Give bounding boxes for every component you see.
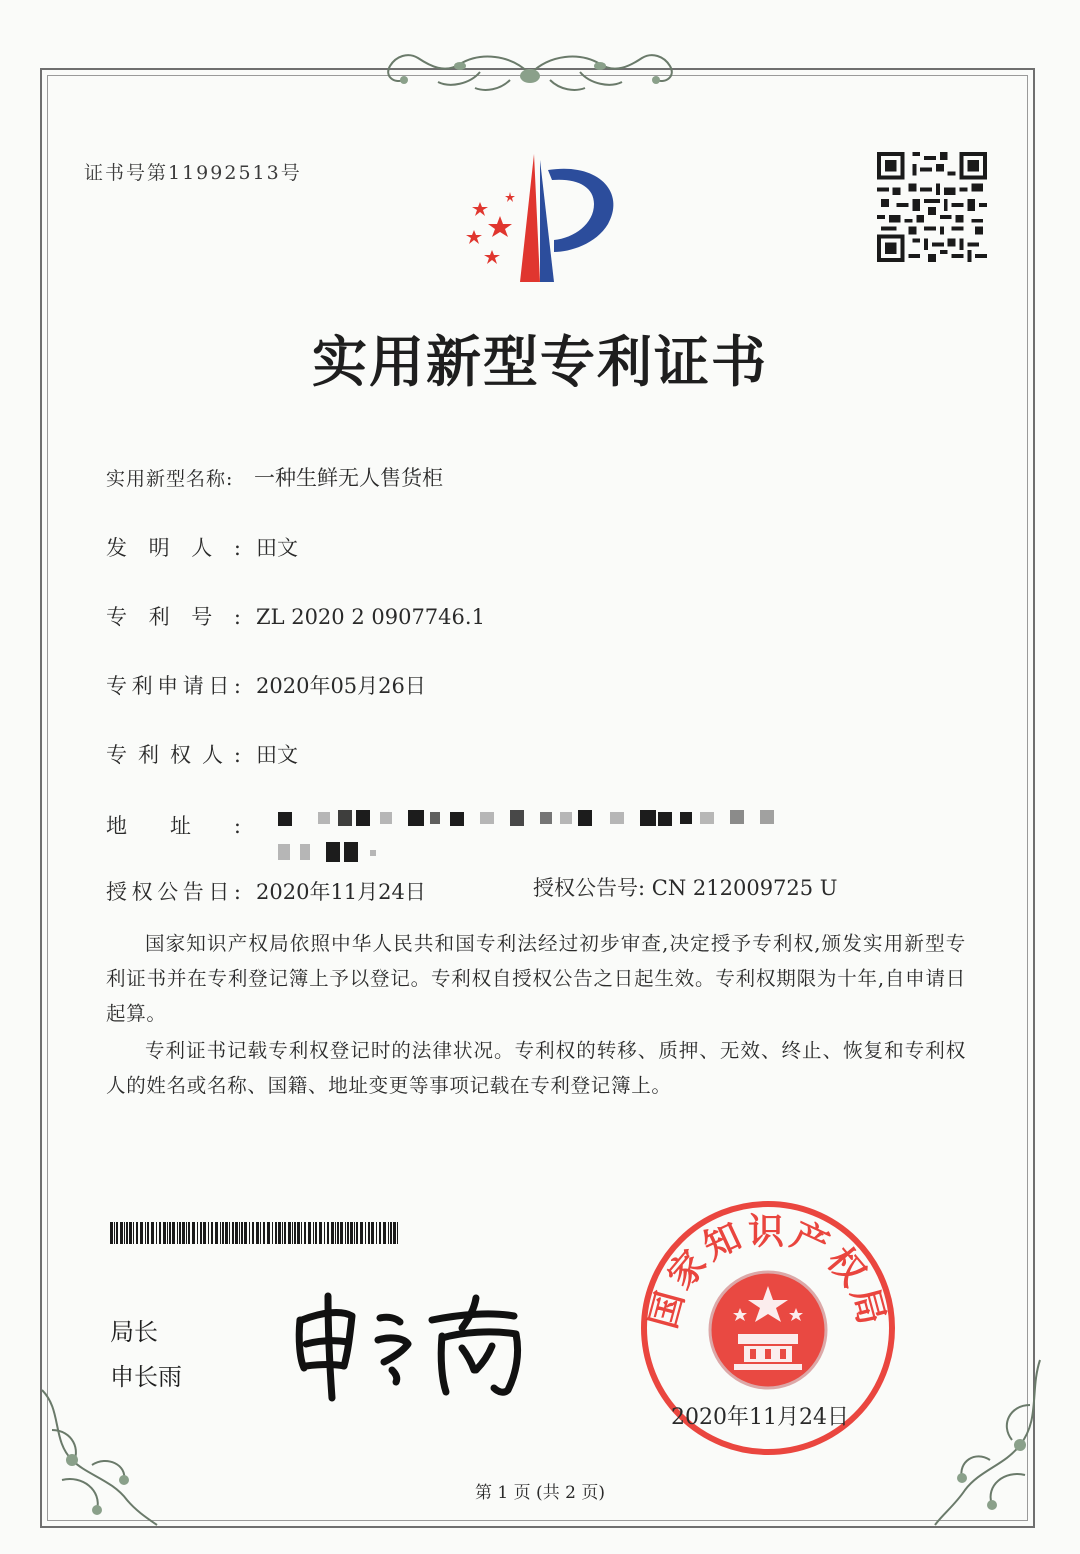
barcode-bar: [110, 1222, 113, 1244]
certificate-body: [106, 926, 966, 1105]
barcode-bar: [220, 1222, 221, 1244]
barcode-bar: [239, 1222, 240, 1244]
barcode-bar: [267, 1222, 270, 1244]
barcode-bar: [397, 1222, 398, 1244]
field-value: CN 212009725 U: [651, 876, 838, 900]
field-patentee: [106, 739, 298, 769]
barcode-bar: [297, 1222, 300, 1244]
barcode-bar: [222, 1222, 224, 1244]
barcode-bar: [215, 1222, 218, 1244]
seal-date: 2020年11月24日: [671, 1405, 849, 1430]
barcode-bar: [147, 1222, 149, 1244]
barcode-bar: [260, 1222, 261, 1244]
field-value: 田文: [256, 743, 298, 767]
redacted-address: [260, 806, 820, 868]
seal-text: 国家知识产权局: [643, 1211, 893, 1333]
barcode-bar: [345, 1222, 346, 1244]
field-label: 专利号:: [106, 605, 242, 629]
barcode-bar: [244, 1222, 247, 1244]
corner-ornament-right-icon: [930, 1350, 1060, 1530]
barcode-bar: [235, 1222, 238, 1244]
barcode-bar: [163, 1222, 166, 1244]
barcode-bar: [337, 1222, 339, 1244]
barcode-bar: [282, 1222, 283, 1244]
page-number: 第 1 页 (共 2 页): [475, 1483, 605, 1503]
barcode-bar: [151, 1222, 154, 1244]
barcode-bar: [319, 1222, 322, 1244]
field-utility-model-name: [106, 462, 443, 492]
barcode-bar: [172, 1222, 175, 1244]
barcode-bar: [229, 1222, 230, 1244]
director-name: 申长雨: [110, 1363, 182, 1391]
barcode-bar: [284, 1222, 286, 1244]
barcode-bar: [263, 1222, 265, 1244]
field-grant-number: [533, 872, 838, 902]
field-address: [106, 810, 256, 840]
barcode-bar: [360, 1222, 363, 1244]
barcode-bar: [211, 1222, 213, 1244]
field-grant-date: [106, 876, 426, 906]
national-emblem-icon: [710, 1272, 826, 1388]
barcode-bar: [376, 1222, 377, 1244]
barcode-bar: [156, 1222, 157, 1244]
barcode-bar: [203, 1222, 206, 1244]
field-patent-number: [106, 601, 485, 631]
field-label: 授权公告日:: [106, 880, 242, 904]
barcode-bar: [186, 1222, 187, 1244]
barcode-bar: [347, 1222, 349, 1244]
barcode-bar: [167, 1222, 168, 1244]
field-label: 专利权人:: [106, 743, 242, 767]
barcode-bar: [315, 1222, 317, 1244]
barcode-bar: [354, 1222, 355, 1244]
barcode-bar: [192, 1222, 195, 1244]
barcode-bar: [114, 1222, 115, 1244]
barcode-bar: [294, 1222, 296, 1244]
barcode-bar: [371, 1222, 374, 1244]
barcode-bar: [197, 1222, 198, 1244]
field-label: 发明人:: [106, 536, 242, 560]
body-paragraph: 国家知识产权局依照中华人民共和国专利法经过初步审查,决定授予专利权,颁发实用新型专利证书并在专利登记簿上予以登记。专利权自授权公告之日起生效。专利权期限为十年,自申请日起算。: [106, 932, 966, 1025]
barcode-bar: [140, 1222, 143, 1244]
field-label: 专利申请日:: [106, 674, 242, 698]
barcode-bar: [159, 1222, 161, 1244]
barcode-bar: [188, 1222, 190, 1244]
barcode-bar: [241, 1222, 243, 1244]
barcode-bar: [179, 1222, 181, 1244]
barcode-bar: [126, 1222, 128, 1244]
barcode-bar: [301, 1222, 302, 1244]
top-ornament-icon: [360, 44, 700, 102]
barcode-bar: [169, 1222, 171, 1244]
barcode-bar: [182, 1222, 185, 1244]
field-value: 田文: [256, 536, 298, 560]
barcode-bar: [324, 1222, 325, 1244]
corner-ornament-left-icon: [32, 1380, 162, 1530]
barcode-bar: [304, 1222, 306, 1244]
barcode-bar: [331, 1222, 334, 1244]
barcode-bar: [116, 1222, 118, 1244]
field-value: ZL 2020 2 0907746.1: [256, 605, 485, 629]
barcode-bar: [313, 1222, 314, 1244]
field-value: 2020年11月24日: [256, 880, 426, 904]
qr-code-icon: [876, 152, 988, 262]
barcode-bar: [393, 1222, 396, 1244]
certificate-number: 证书号第11992513号: [84, 162, 302, 184]
barcode-bar: [252, 1222, 254, 1244]
cnipa-logo-icon: [448, 152, 628, 286]
barcode-bar: [308, 1222, 311, 1244]
barcode-bar: [350, 1222, 353, 1244]
barcode-bar: [368, 1222, 370, 1244]
field-filing-date: [106, 670, 426, 700]
barcode-bar: [272, 1222, 273, 1244]
barcode-bar: [120, 1222, 123, 1244]
barcode-bar: [200, 1222, 202, 1244]
barcode-bar: [288, 1222, 291, 1244]
barcode-bar: [124, 1222, 125, 1244]
barcode-bar: [129, 1222, 132, 1244]
barcode-bar: [379, 1222, 381, 1244]
barcode-bar: [278, 1222, 281, 1244]
barcode-bar: [327, 1222, 329, 1244]
barcode-bar: [356, 1222, 358, 1244]
field-label: 地址:: [106, 814, 242, 838]
body-paragraph: 专利证书记载专利权登记时的法律状况。专利权的转移、质押、无效、终止、恢复和专利权人的姓名或名称、国籍、地址变更等事项记载在专利登记簿上。: [106, 1039, 966, 1097]
barcode-bar: [275, 1222, 277, 1244]
barcode-bar: [232, 1222, 234, 1244]
field-label: 授权公告号:: [533, 876, 646, 900]
barcode-bar: [136, 1222, 138, 1244]
field-value: 一种生鲜无人售货柜: [254, 466, 443, 490]
barcode-bar: [383, 1222, 386, 1244]
barcode-bar: [145, 1222, 146, 1244]
director-signature: [292, 1290, 542, 1405]
field-label: 实用新型名称:: [106, 468, 234, 490]
barcode-bar: [365, 1222, 366, 1244]
barcode-bar: [340, 1222, 343, 1244]
barcode-bar: [225, 1222, 228, 1244]
director-title: 局长: [110, 1318, 158, 1346]
barcode-bar: [256, 1222, 259, 1244]
barcode-bar: [388, 1222, 389, 1244]
barcode-bar: [133, 1222, 134, 1244]
barcode-bar: [292, 1222, 293, 1244]
field-value: 2020年05月26日: [256, 674, 426, 698]
barcode-bar: [208, 1222, 209, 1244]
barcode-bar: [177, 1222, 178, 1244]
certificate-title: 实用新型专利证书: [311, 329, 768, 394]
barcode-bar: [390, 1222, 392, 1244]
field-inventor: [106, 532, 298, 562]
barcode-icon: [110, 1222, 400, 1244]
barcode-bar: [249, 1222, 250, 1244]
barcode-bar: [335, 1222, 336, 1244]
